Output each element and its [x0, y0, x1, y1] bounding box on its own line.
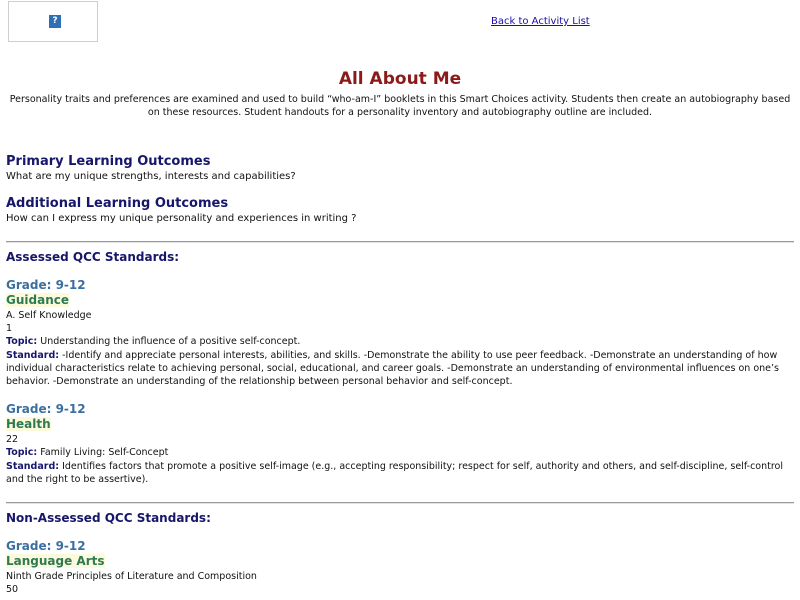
standard-paragraph	[6, 460, 794, 486]
subject-label: Health	[6, 417, 51, 431]
logo-frame	[8, 1, 98, 42]
primary-outcomes-text: What are my unique strengths, interests and capabilities?	[6, 171, 296, 182]
standard-paragraph	[6, 349, 794, 388]
standard-text: Identifies factors that promote a positive self-image (e.g., accepting responsibility; respect for self, authority and others, and self-discipline, self-control and the right to be assertive).	[6, 461, 784, 485]
assessed-standards-heading: Assessed QCC Standards:	[6, 250, 180, 264]
section-divider	[6, 502, 794, 504]
standard-number: 22	[6, 434, 19, 445]
standard-number: 50	[6, 584, 19, 595]
grade-label: Grade: 9-12	[6, 402, 86, 416]
primary-outcomes-heading: Primary Learning Outcomes	[6, 154, 211, 169]
broken-image-icon: ?	[49, 15, 61, 28]
non-assessed-standards-heading: Non-Assessed QCC Standards:	[6, 511, 211, 525]
section-divider	[6, 241, 794, 243]
grade-label: Grade: 9-12	[6, 539, 86, 553]
standard-label: Standard:	[6, 350, 60, 361]
topic-text: Understanding the influence of a positive self-concept.	[40, 336, 301, 347]
grade-label: Grade: 9-12	[6, 278, 86, 292]
standard-number: 1	[6, 323, 13, 334]
strand-label: A. Self Knowledge	[6, 310, 92, 321]
topic-label: Topic:	[6, 447, 38, 458]
topic-line	[6, 336, 300, 347]
page-title: All About Me	[338, 69, 462, 89]
subject-label: Guidance	[6, 293, 69, 307]
topic-text: Family Living: Self-Concept	[40, 447, 169, 458]
topic-label: Topic:	[6, 336, 38, 347]
course-label: Ninth Grade Principles of Literature and Composition	[6, 571, 257, 582]
standard-text: -Identify and appreciate personal interests, abilities, and skills. -Demonstrate the ability to use peer feedback. -Demonstrate an understanding of how individual characteristics relate to achieving personal, social, educational, and career goals. -Demonstrate an understanding of environmental influences on one’s behavior. -Demonstrate an understanding of the relationship between personal behavior and self-concept.	[6, 350, 779, 387]
additional-outcomes-text: How can I express my unique personality and experiences in writing ?	[6, 213, 357, 224]
activity-summary: Personality traits and preferences are examined and used to build “who-am-I” booklets in this Smart Choices activity. Students then create an autobiography based on these resources. Student handouts for a personality inventory and autobiography outline are included.	[9, 94, 791, 118]
back-to-activity-list-link[interactable]: Back to Activity List	[491, 16, 590, 27]
additional-outcomes-heading: Additional Learning Outcomes	[6, 196, 229, 211]
subject-label: Language Arts	[6, 554, 105, 568]
standard-label: Standard:	[6, 461, 60, 472]
topic-line	[6, 447, 168, 458]
